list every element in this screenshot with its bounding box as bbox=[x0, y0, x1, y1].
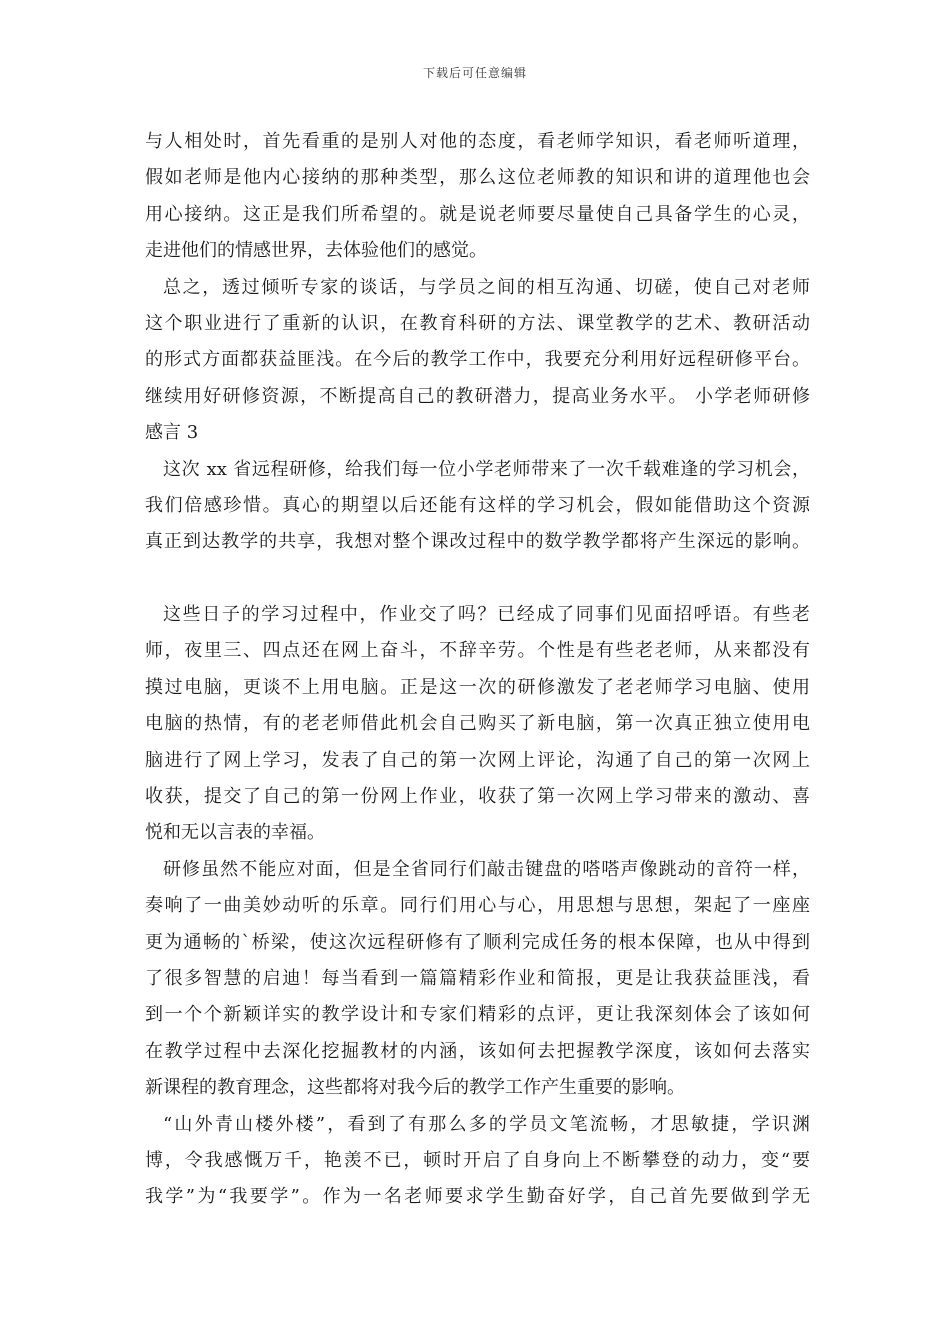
text-line: “山外青山楼外楼”，看到了有那么多的学员文笔流畅，才思敏捷，学识渊 bbox=[163, 1113, 810, 1135]
text-line: 这些日子的学习过程中，作业交了吗？已经成了同事们见面招呼语。有些老 bbox=[163, 604, 810, 626]
text-line: 总之，透过倾听专家的谈话，与学员之间的相互沟通、切磋，使自己对老师 bbox=[163, 276, 810, 298]
text-line: 用心接纳。这正是我们所希望的。就是说老师要尽量使自己具备学生的心灵， bbox=[145, 203, 810, 225]
text-line: 真正到达教学的共享，我想对整个课改过程中的数学教学都将产生深远的影响。 bbox=[145, 531, 810, 553]
paragraph bbox=[145, 452, 810, 561]
text-line: 了很多智慧的启迪！每当看到一篇篇精彩作业和简报，更是让我获益匪浅，看 bbox=[145, 967, 810, 989]
paragraph bbox=[145, 270, 810, 452]
text-line: 脑进行了网上学习，发表了自己的第一次网上评论，沟通了自己的第一次网上 bbox=[145, 749, 810, 771]
text-line: 收获，提交了自己的第一份网上作业，收获了第一次网上学习带来的激动、喜 bbox=[145, 786, 810, 808]
text-line: 的形式方面都获益匪浅。在今后的教学工作中，我要充分利用好远程研修平台。 bbox=[145, 349, 810, 371]
text-line: 继续用好研修资源，不断提高自己的教研潜力，提高业务水平。 小学老师研修 bbox=[145, 385, 810, 407]
document-body bbox=[145, 124, 810, 1216]
paragraph bbox=[145, 1107, 810, 1216]
text-line: 这个职业进行了重新的认识，在教育科研的方法、课堂教学的艺术、教研活动 bbox=[145, 312, 810, 334]
text-line: 走进他们的情感世界，去体验他们的感觉。 bbox=[145, 240, 487, 262]
paragraph bbox=[145, 597, 810, 852]
text-line: 感言 3 bbox=[145, 422, 199, 444]
text-line: 与人相处时，首先看重的是别人对他的态度，看老师学知识，看老师听道理， bbox=[145, 131, 810, 152]
paragraph-gap bbox=[145, 561, 810, 597]
text-line: 到一个个新颖详实的教学设计和专家们精彩的点评，更让我深刻体会了该如何 bbox=[145, 1004, 810, 1026]
text-line: 师，夜里三、四点还在网上奋斗，不辞辛劳。个性是有些老老师，从来都没有 bbox=[145, 640, 810, 662]
text-line: 奏响了一曲美妙动听的乐章。同行们用心与心，用思想与思想，架起了一座座 bbox=[145, 895, 810, 917]
text-line: 假如老师是他内心接纳的那种类型，那么这位老师教的知识和讲的道理他也会 bbox=[145, 167, 810, 189]
paragraph bbox=[145, 852, 810, 1107]
text-line: 在教学过程中去深化挖掘教材的内涵，该如何去把握教学深度，该如何去落实 bbox=[145, 1040, 810, 1062]
text-line: 摸过电脑，更谈不上用电脑。正是这一次的研修激发了老老师学习电脑、使用 bbox=[145, 676, 810, 698]
text-line: 博，令我感慨万千，艳羡不已，顿时开启了自身向上不断攀登的动力，变“要 bbox=[145, 1149, 810, 1171]
paragraph bbox=[145, 124, 810, 270]
text-line: 研修虽然不能应对面，但是全省同行们敲击键盘的嗒嗒声像跳动的音符一样， bbox=[163, 858, 810, 880]
text-line: 新课程的教育理念，这些都将对我今后的教学工作产生重要的影响。 bbox=[145, 1077, 685, 1099]
text-line: 悦和无以言表的幸福。 bbox=[145, 822, 325, 844]
text-line: 更为通畅的`桥梁，使这次远程研修有了顺利完成任务的根本保障，也从中得到 bbox=[145, 931, 810, 953]
text-line: 电脑的热情，有的老老师借此机会自己购买了新电脑，第一次真正独立使用电 bbox=[145, 713, 810, 735]
text-line: 这次 xx 省远程研修，给我们每一位小学老师带来了一次千载难逢的学习机会， bbox=[163, 458, 810, 480]
text-line: 我们倍感珍惜。真心的期望以后还能有这样的学习机会，假如能借助这个资源 bbox=[145, 494, 810, 516]
page-header: 下载后可任意编辑 bbox=[422, 66, 527, 80]
text-line: 我学”为“我要学”。作为一名老师要求学生勤奋好学，自己首先要做到学无 bbox=[145, 1186, 810, 1208]
